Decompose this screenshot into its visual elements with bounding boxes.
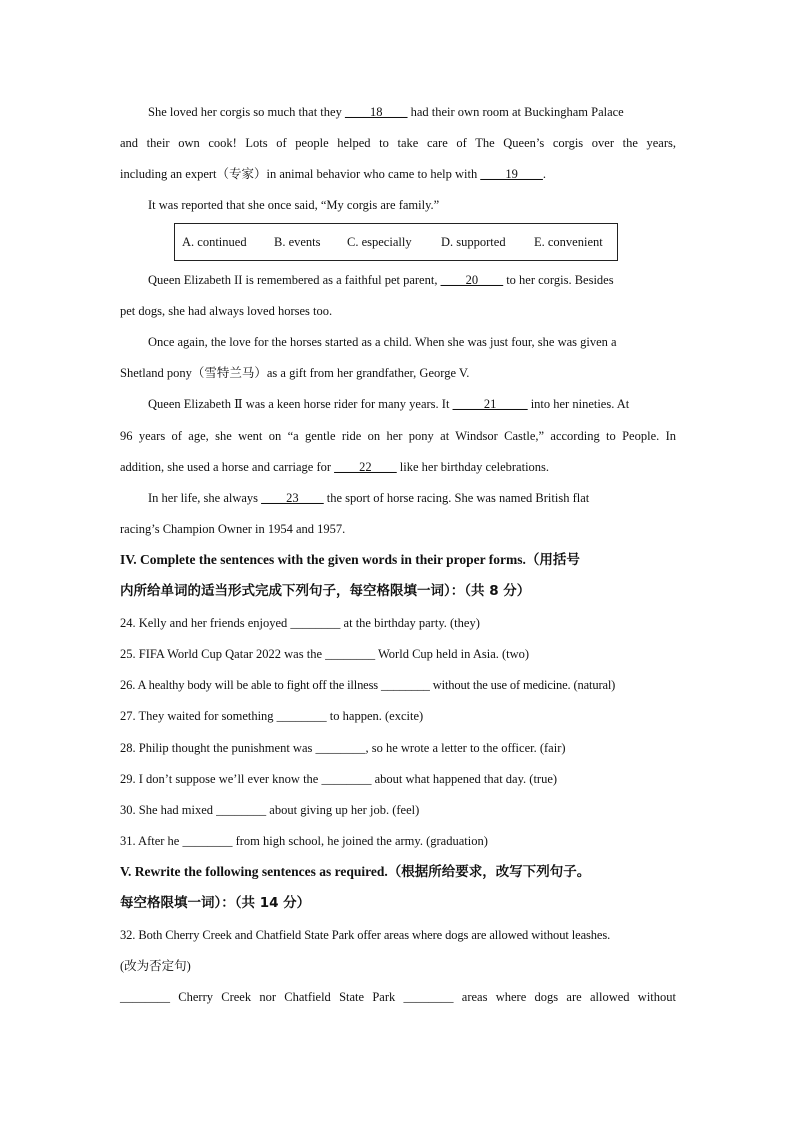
section-5-heading-cn: （根据所给要求，改写下列句子。 (387, 864, 591, 880)
section-4-heading-en: IV. Complete the sentences with the given words in their proper forms. (120, 552, 526, 567)
question-24: 24. Kelly and her friends enjoyed ________ at the birthday party. (they) (120, 616, 480, 630)
passage-line (120, 166, 676, 182)
option-d: D. supported (441, 235, 506, 249)
blank-19[interactable]: ____19____ (480, 167, 543, 181)
passage-text: had their own room at Buckingham Palace (407, 105, 624, 119)
question-32: 32. Both Cherry Creek and Chatfield State Park offer areas where dogs are allowed without leashes. (120, 928, 611, 942)
passage-text: to her corgis. Besides (503, 273, 614, 287)
section-5-heading-en: V. Rewrite the following sentences as required. (120, 864, 388, 879)
question-27: 27. They waited for something ________ to happen. (excite) (120, 709, 424, 723)
passage-line: It was reported that she once said, “My corgis are family.” (148, 198, 440, 212)
passage-line (148, 490, 676, 506)
passage-line: Shetland pony（雪特兰马）as a gift from her grandfather, George V. (120, 366, 470, 380)
question-29: 29. I don’t suppose we’ll ever know the ________ about what happened that day. (true) (120, 772, 558, 786)
section-4-heading-cont: 内所给单词的适当形式完成下列句子，每空格限填一词）：（共 8 分） (120, 583, 531, 599)
option-c: C. especially (347, 235, 412, 249)
passage-text: like her birthday celebrations. (396, 460, 550, 474)
question-25: 25. FIFA World Cup Qatar 2022 was the ________ World Cup held in Asia. (two) (120, 647, 530, 661)
blank-18[interactable]: ____18____ (344, 105, 408, 119)
passage-line: 96 years of age, she went on “a gentle ride on her pony at Windsor Castle,” according to People. In (120, 429, 676, 443)
passage-line: and their own cook! Lots of people helped to take care of The Queen’s corgis over the years, (120, 136, 676, 150)
passage-line: pet dogs, she had always loved horses too. (120, 304, 333, 318)
question-32-requirement: (改为否定句) (120, 959, 191, 973)
section-5-heading (120, 864, 676, 880)
passage-text: Queen Elizabeth Ⅱ was a keen horse rider for many years. It (148, 397, 453, 411)
option-a: A. continued (182, 235, 247, 249)
option-b: B. events (274, 235, 321, 249)
passage-text: into her nineties. At (527, 397, 630, 411)
passage-text: She loved her corgis so much that they (148, 105, 345, 119)
passage-line: Once again, the love for the horses started as a child. When she was just four, she was given a (148, 335, 617, 349)
section-4-heading (120, 552, 676, 568)
passage-line (148, 272, 676, 288)
passage-line (148, 104, 676, 120)
question-28: 28. Philip thought the punishment was ________, so he wrote a letter to the officer. (fair) (120, 741, 566, 755)
blank-22[interactable]: ____22____ (334, 460, 397, 474)
blank-20[interactable]: ____20____ (440, 273, 504, 287)
section-5-heading-cont: 每空格限填一词）：（共 14 分） (120, 895, 311, 911)
question-26: 26. A healthy body will be able to fight off the illness ________ without the use of medicine. (natural) (120, 678, 616, 692)
passage-text: Queen Elizabeth II is remembered as a faithful pet parent, (148, 273, 441, 287)
question-32-answer[interactable]: ________ Cherry Creek nor Chatfield State Park ________ areas where dogs are allowed without (120, 990, 676, 1004)
word-bank-box (174, 223, 618, 261)
passage-line (120, 459, 676, 475)
passage-text: the sport of horse racing. She was named British flat (323, 491, 590, 505)
blank-21[interactable]: _____21_____ (452, 397, 528, 411)
passage-text: addition, she used a horse and carriage for (120, 460, 335, 474)
blank-23[interactable]: ____23____ (261, 491, 324, 505)
passage-text: In her life, she always (148, 491, 262, 505)
passage-line: racing’s Champion Owner in 1954 and 1957. (120, 522, 346, 536)
option-e: E. convenient (534, 235, 603, 249)
question-30: 30. She had mixed ________ about giving up her job. (feel) (120, 803, 420, 817)
passage-text: including an expert（专家）in animal behavior who came to help with (120, 167, 481, 181)
question-31: 31. After he ________ from high school, he joined the army. (graduation) (120, 834, 488, 848)
passage-text: . (542, 167, 546, 181)
section-4-heading-cn: （用括号 (525, 552, 580, 568)
passage-line (148, 396, 676, 412)
